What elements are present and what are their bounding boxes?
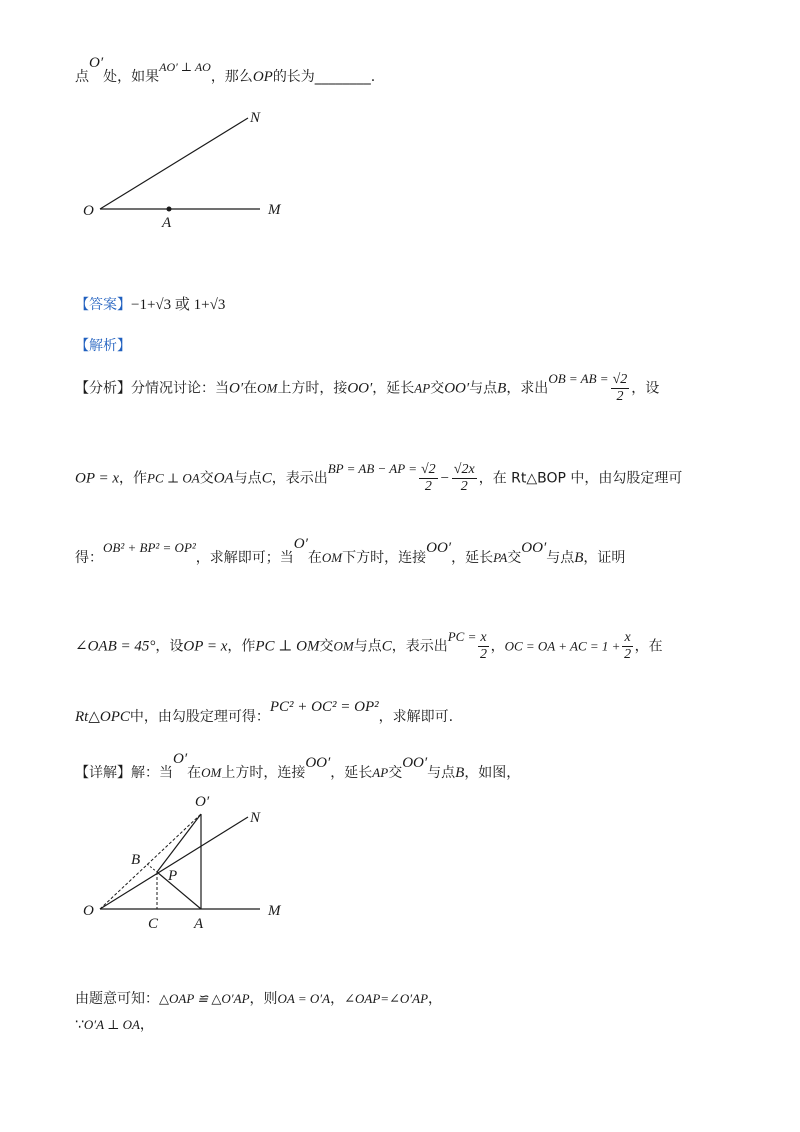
numerator: √2x: [452, 462, 477, 479]
math: Rt△OPC: [75, 709, 130, 725]
text: 在: [187, 765, 202, 781]
answer-line: [75, 293, 225, 314]
denominator: 2: [624, 647, 632, 663]
denominator: 2: [424, 479, 432, 495]
text: 处，如果: [103, 69, 160, 85]
text: 点: [75, 69, 89, 85]
label-c: C: [148, 916, 159, 932]
denominator: 2: [616, 389, 624, 405]
math: OA = O′A: [277, 991, 331, 1006]
detail-label: 【详解】: [75, 765, 131, 781]
text: 交: [319, 638, 334, 655]
text: ∵: [75, 1017, 84, 1033]
label-a: A: [194, 916, 204, 932]
text: ，在 Rt△BOP 中，由勾股定理可: [478, 470, 683, 487]
figure-2: [75, 788, 335, 938]
math: ∠OAP=∠O′AP: [344, 991, 429, 1006]
math: B: [455, 765, 465, 781]
text: ，表示出: [271, 470, 328, 487]
detail-line-7: [75, 1014, 154, 1034]
fraction: [419, 462, 438, 495]
denominator: 2: [460, 479, 468, 495]
text: ，延长: [451, 550, 494, 566]
label-b: B: [131, 852, 141, 868]
math: OM: [257, 380, 278, 396]
text: ，设: [631, 380, 660, 397]
answer-label: 【答案】: [75, 297, 131, 313]
segment-on: [100, 817, 248, 909]
text: 由题意可知：: [75, 991, 159, 1007]
label-m: M: [268, 202, 281, 218]
math: C: [381, 638, 392, 655]
fenxi-label: 【分析】: [75, 380, 131, 397]
math: OM: [333, 638, 354, 654]
text: 与点: [469, 380, 498, 397]
label-m: M: [268, 903, 281, 919]
detail-line-6: [75, 988, 442, 1008]
math: PA: [493, 550, 508, 565]
text: 在: [307, 550, 322, 566]
math: PC² + OC² = OP²: [269, 699, 379, 715]
label-o: O: [83, 203, 94, 219]
math: AO′ ⊥ AO: [159, 60, 211, 74]
text: ，求解即可；当: [195, 550, 294, 566]
text: ，: [428, 991, 443, 1007]
math: OO′: [305, 755, 331, 771]
math: B: [497, 380, 507, 397]
text: 与点: [353, 638, 382, 655]
text: 与点: [427, 765, 456, 781]
math: OP: [252, 69, 273, 85]
math: OM: [321, 550, 343, 565]
math: O′: [229, 380, 244, 397]
text: ，: [490, 638, 505, 655]
text: 在: [243, 380, 258, 397]
fraction: [452, 462, 477, 495]
math: △OAP ≌ △O′AP: [159, 991, 250, 1006]
text: ，作: [227, 638, 256, 655]
math: OO′: [521, 540, 547, 556]
math: OO′: [444, 380, 470, 397]
segment-pa: [157, 872, 201, 909]
fraction: [611, 372, 630, 405]
segment-bp: [147, 864, 157, 872]
math: PC =: [447, 628, 477, 644]
math: OC = OA + AC = 1 +: [504, 638, 621, 654]
label-o-prime: O′: [195, 794, 210, 810]
math: OO′: [402, 755, 428, 771]
text: 中，由勾股定理可得：: [129, 709, 270, 725]
math: O′: [89, 55, 104, 71]
text: ，延长: [330, 765, 373, 781]
text: ，在: [634, 638, 663, 655]
detail-line: [75, 751, 521, 782]
text: ，求解即可.: [378, 709, 454, 725]
math: PC ⊥ OA: [147, 470, 200, 486]
analysis-line-2: [75, 462, 682, 495]
label-p: P: [168, 868, 178, 884]
text: 交: [388, 765, 403, 781]
math: −: [439, 470, 450, 487]
figure-1: [75, 100, 335, 230]
text: 上方时，接: [277, 380, 348, 397]
text: ，证明: [583, 550, 626, 566]
math: O′: [293, 536, 308, 552]
math: OM: [201, 765, 222, 780]
math: OO′: [426, 540, 452, 556]
text: 下方时，连接: [342, 550, 427, 566]
numerator: x: [622, 630, 632, 647]
text: 解：当: [131, 765, 173, 781]
analysis-line-4: [75, 630, 663, 663]
math: B: [574, 550, 584, 566]
analysis-line-5: [75, 699, 454, 726]
math: OO′: [347, 380, 373, 397]
text: ，: [330, 991, 345, 1007]
analysis-line-3: [75, 536, 626, 567]
text: 交: [507, 550, 522, 566]
fenxi-line: [75, 372, 659, 405]
segment-oo-prime: [100, 814, 201, 909]
label-a: A: [162, 215, 172, 230]
text: ，求出: [506, 380, 549, 397]
math: AP: [372, 765, 389, 780]
text: 得：: [75, 550, 103, 566]
text: 交: [199, 470, 214, 487]
ray-on: [100, 118, 248, 209]
segment-p-o-prime: [157, 814, 201, 872]
math: BP = AB − AP =: [327, 460, 417, 476]
text: ，如图，: [464, 765, 521, 781]
numerator: x: [478, 630, 488, 647]
math: O′A ⊥ OA: [83, 1017, 140, 1032]
label-n: N: [250, 110, 261, 126]
math: OB² + BP² = OP²: [103, 540, 196, 555]
text: 上方时，连接: [221, 765, 306, 781]
text: 的长为________.: [272, 69, 376, 85]
text: ，则: [249, 991, 278, 1007]
label-n: N: [250, 810, 261, 826]
math: OP = x: [75, 470, 120, 487]
analysis-label-line: [75, 335, 131, 355]
denominator: 2: [479, 647, 487, 663]
math: OB = AB =: [548, 370, 609, 386]
problem-line-1: [75, 55, 376, 86]
math: OP = x: [183, 638, 228, 655]
text: ，那么: [210, 69, 253, 85]
text: ，: [139, 1017, 154, 1033]
label-o: O: [83, 903, 94, 919]
text: ，设: [155, 638, 184, 655]
math: OA: [213, 470, 234, 487]
math: AP: [414, 380, 431, 396]
math: O′: [173, 751, 188, 767]
text: ，延长: [372, 380, 415, 397]
text: 与点: [546, 550, 575, 566]
text: 分情况讨论：当: [131, 380, 229, 397]
math: PC ⊥ OM: [255, 638, 320, 655]
answer-value: −1+√3 或 1+√3: [131, 297, 226, 313]
fraction: [478, 630, 488, 663]
text: 交: [430, 380, 445, 397]
math: ∠OAB = 45°: [75, 638, 156, 655]
fraction: [622, 630, 632, 663]
numerator: √2: [611, 372, 630, 389]
numerator: √2: [419, 462, 438, 479]
math: C: [261, 470, 272, 487]
point-a: [167, 207, 172, 212]
text: ，表示出: [391, 638, 448, 655]
analysis-label: 【解析】: [75, 338, 131, 354]
text: 与点: [233, 470, 262, 487]
text: ，作: [119, 470, 148, 487]
